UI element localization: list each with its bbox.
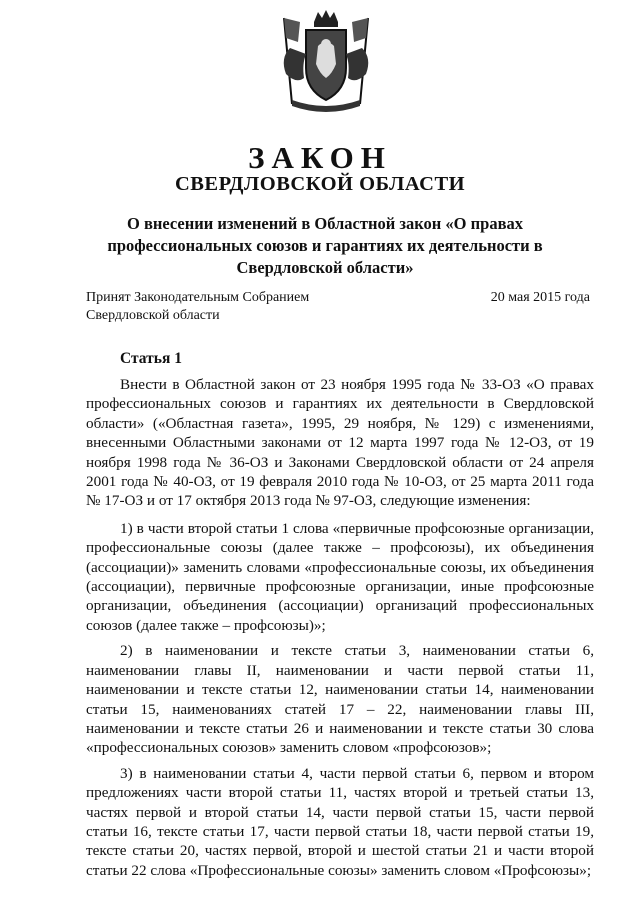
region-title: СВЕРДЛОВСКОЙ ОБЛАСТИ (174, 173, 466, 195)
adopted-line-2: Свердловской области (86, 308, 220, 323)
adopted-line-1: Принят Законодательным Собранием (86, 290, 310, 305)
article-body (86, 375, 594, 886)
article-item-1: 1) в части второй статьи 1 слова «первичные профсоюзные организации, профессиональные союзы (далее также – профсоюзы), их объединения (ассоциации)» заменить словами «профессиональные союзы, их объединения (ассоциации), первичные профсоюзные организации, иные профсоюзные организации, объединения (ассоциации) организаций профессиональных союзов (далее также – профсоюзы)»; (86, 519, 594, 634)
article-heading: Статья 1 (120, 350, 182, 367)
coat-of-arms-icon (262, 8, 390, 112)
adoption-date: 20 мая 2015 года (490, 290, 590, 305)
adopted-by (86, 289, 366, 325)
article-intro: Внести в Областной закон от 23 ноября 1995 года № 33-ОЗ «О правах профессиональных союзов и гарантиях их деятельности в Свердловской области» («Областная газета», 1995, 29 ноября, № 129) с изменениями, внесенными Областными законами от 12 марта 1997 года № 12-ОЗ, от 19 ноября 1998 года № 36-ОЗ и Законами Свердловской области от 24 апреля 2001 года № 40-ОЗ, от 19 февраля 2010 года № 10-ОЗ, от 25 марта 2011 года № 17-ОЗ и от 17 октября 2013 года № 97-ОЗ, следующие изменения: (86, 376, 594, 510)
law-subtitle: О внесении изменений в Областной закон «О правах профессиональных союзов и гарантиях их деятельности в Свердловской области» (107, 214, 543, 277)
law-title: ЗАКОН (248, 140, 392, 175)
article-item-3: 3) в наименовании статьи 4, части первой статьи 6, первом и втором предложениях части второй статьи 11, частях второй и третьей статьи 13, частях первой и второй статьи 14, части первой статьи 15, части первой статьи 16, тексте статьи 17, части первой статьи 18, части первой статьи 19, тексте статьи 20, частях первой, второй и шестой статьи 21 и части второй статьи 22 слова «Профессиональные союзы» заменить словом «Профсоюзы»; (86, 764, 594, 879)
article-item-2: 2) в наименовании и тексте статьи 3, наименовании статьи 6, наименовании главы II, наименовании и части первой статьи 11, наименовании и тексте статьи 12, наименовании статьи 14, наименовании статьи 15, наименованиях статей 17 – 22, наименовании главы III, наименовании и тексте статьи 26 и наименовании и тексте статьи 30 слова «профессиональных союзов» заменить словом «профсоюзов»; (86, 642, 594, 757)
